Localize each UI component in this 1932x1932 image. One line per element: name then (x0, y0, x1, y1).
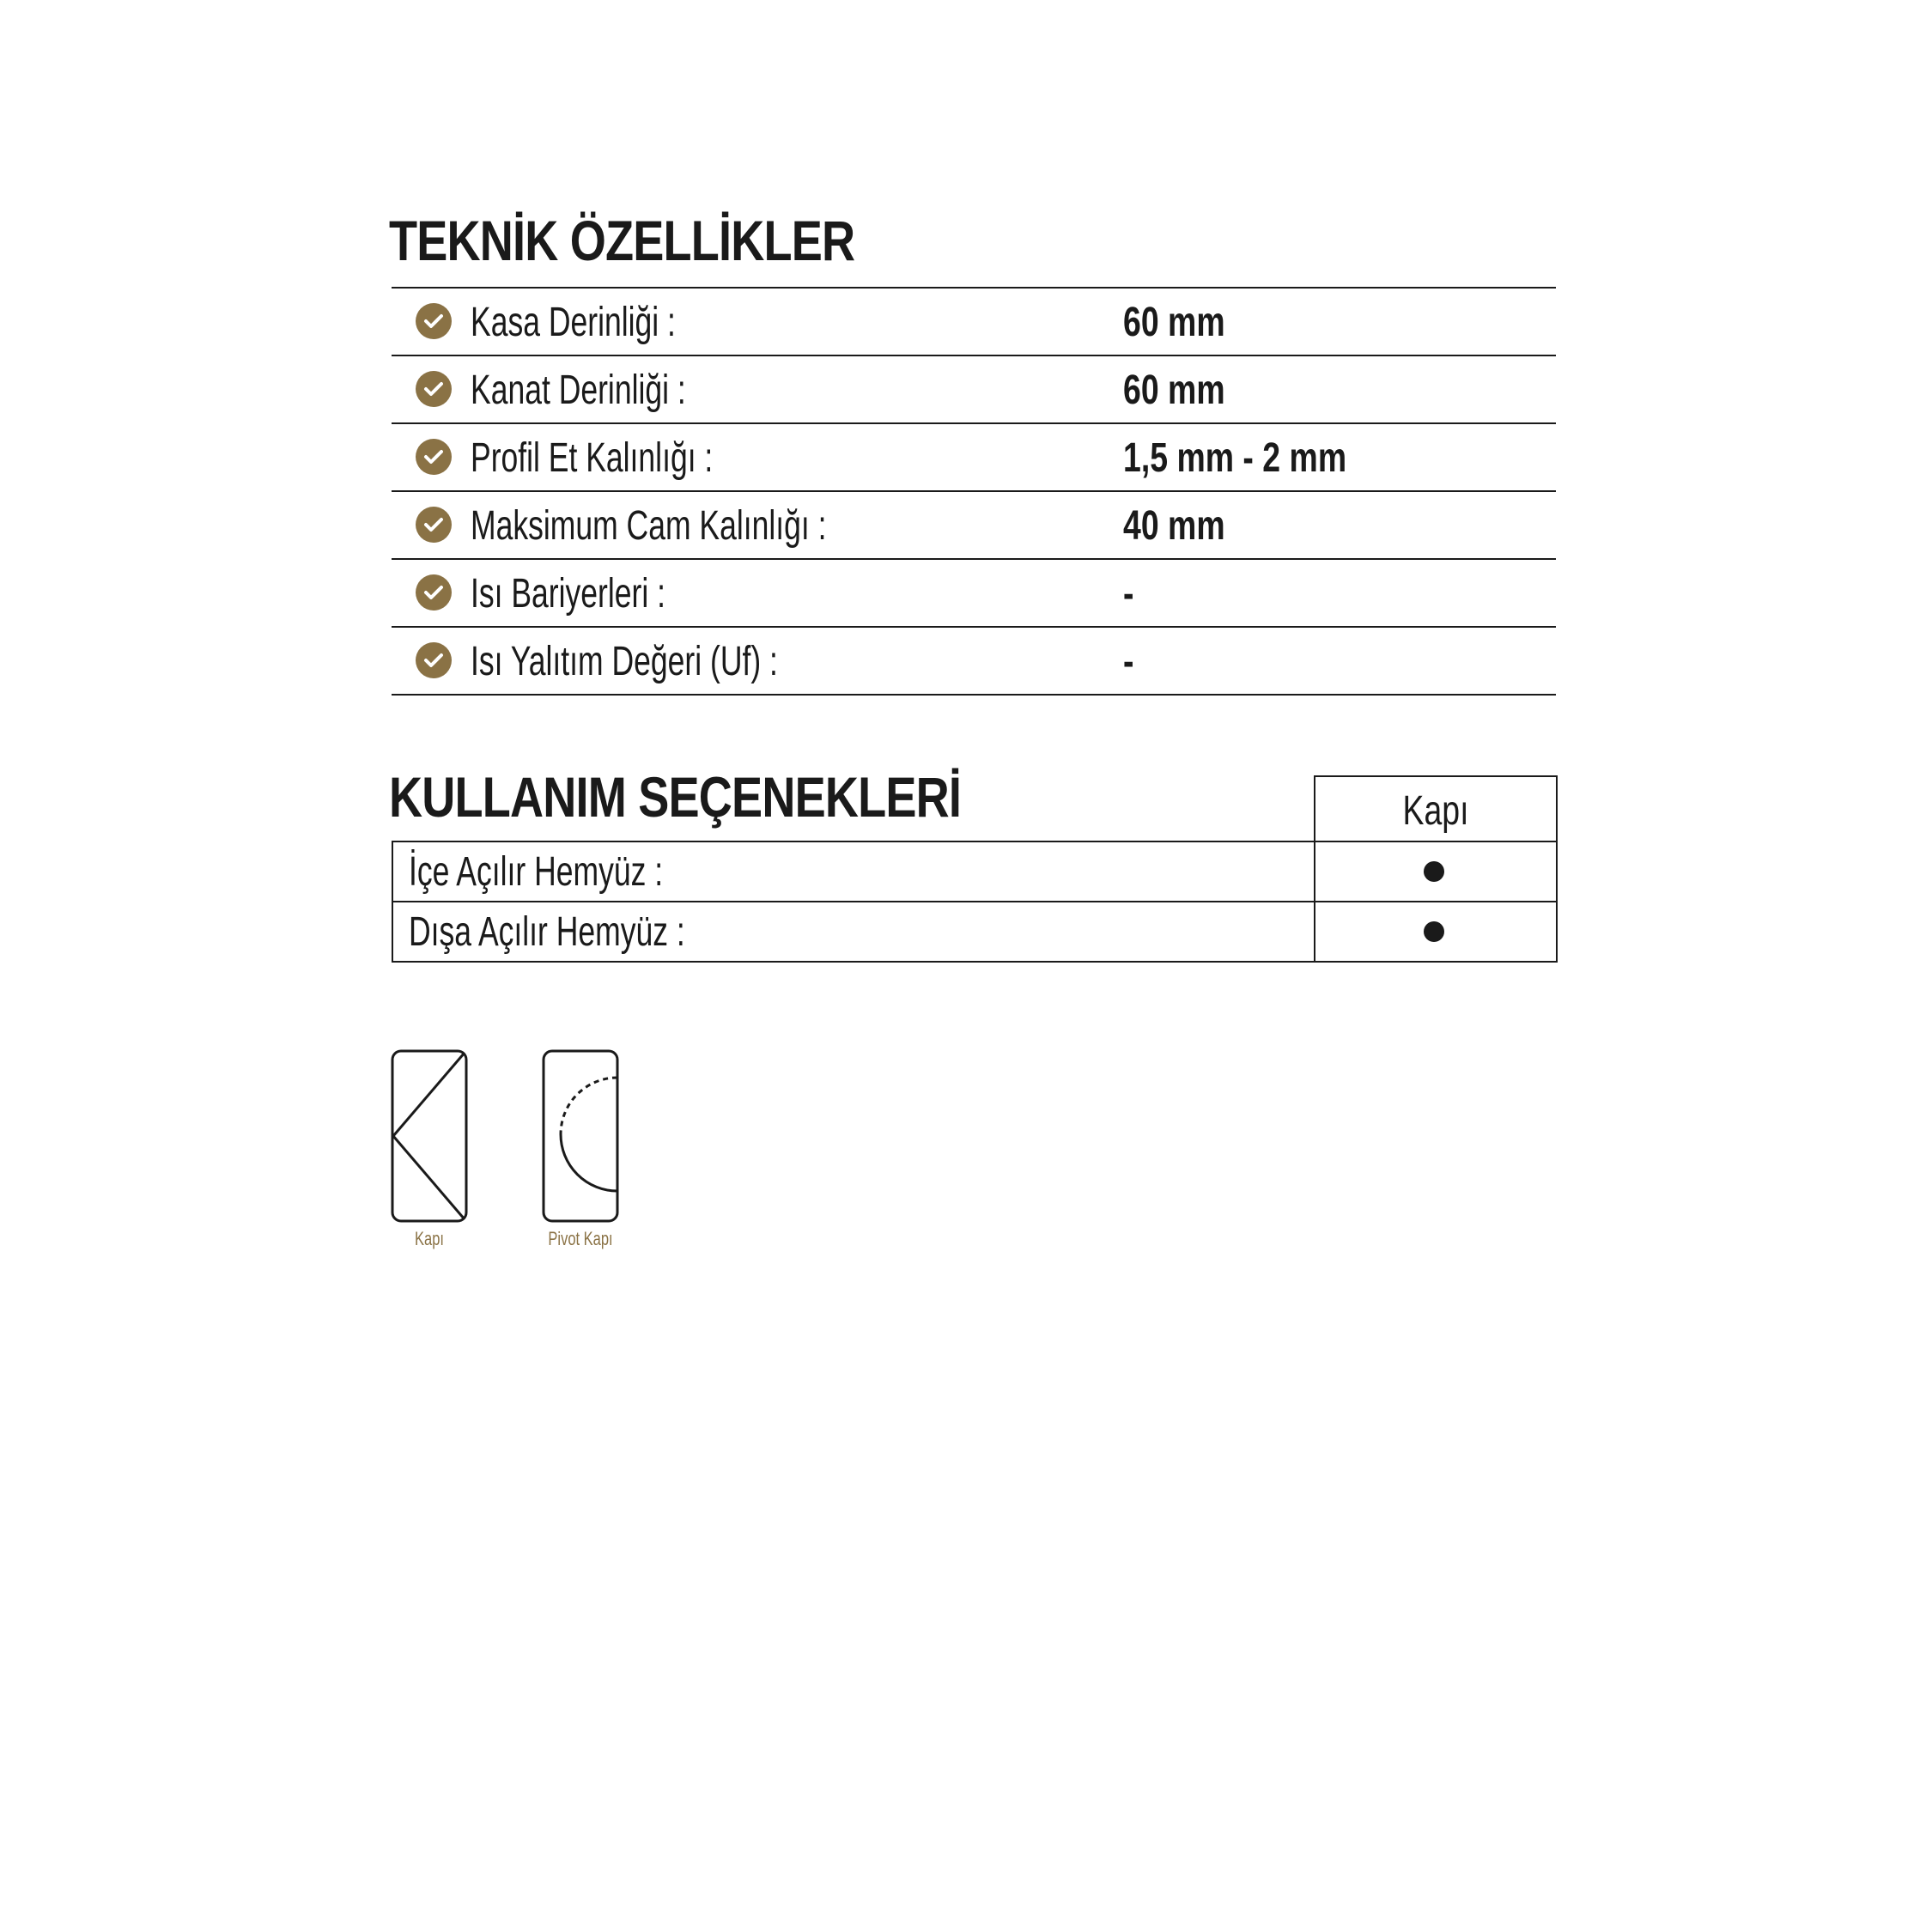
column-divider (1314, 902, 1315, 961)
spec-value: 60 mm (1123, 300, 1225, 345)
check-circle-icon (416, 371, 452, 407)
spec-value: - (1123, 571, 1134, 617)
spec-row (392, 424, 1556, 492)
available-dot-icon (1424, 921, 1444, 942)
pivot-door-icon (542, 1049, 619, 1223)
spec-label: Isı Yalıtım Değeri (Uf) : (471, 639, 778, 684)
check-circle-icon (416, 439, 452, 475)
usage-column-header (1314, 775, 1558, 842)
door-type-label: Pivot Kapı (548, 1228, 613, 1249)
usage-label: İçe Açılır Hemyüz : (409, 849, 664, 895)
spec-row (392, 560, 1556, 628)
spec-label: Profil Et Kalınlığı : (471, 435, 714, 481)
check-circle-icon (416, 642, 452, 678)
spec-value: - (1123, 639, 1134, 684)
spec-label: Kasa Derinliği : (471, 300, 676, 345)
door-icon (391, 1049, 468, 1223)
door-type-pivot-kapi (533, 1049, 628, 1250)
spec-row (392, 356, 1556, 424)
usage-column-header-label: Kapı (1402, 788, 1469, 834)
spec-row (392, 492, 1556, 560)
spec-value: 60 mm (1123, 368, 1225, 413)
check-circle-icon (416, 303, 452, 339)
spec-label: Isı Bariyerleri : (471, 571, 665, 617)
spec-row (392, 628, 1556, 696)
spec-value: 1,5 mm - 2 mm (1123, 435, 1347, 481)
door-type-label: Kapı (415, 1228, 444, 1249)
usage-options-table (392, 841, 1558, 963)
technical-specs-table (392, 287, 1556, 696)
usage-label: Dışa Açılır Hemyüz : (409, 909, 685, 955)
spec-value: 40 mm (1123, 503, 1225, 549)
door-type-kapi (382, 1049, 477, 1250)
check-circle-icon (416, 574, 452, 611)
usage-row (393, 901, 1556, 961)
spec-label: Maksimum Cam Kalınlığı : (471, 503, 827, 549)
usage-options-title: KULLANIM SEÇENEKLERİ (389, 765, 962, 829)
column-divider (1314, 842, 1315, 901)
spec-row (392, 289, 1556, 356)
usage-row (393, 842, 1556, 901)
check-circle-icon (416, 507, 452, 543)
available-dot-icon (1424, 861, 1444, 882)
technical-specs-title: TEKNİK ÖZELLİKLER (389, 209, 855, 272)
spec-label: Kanat Derinliği : (471, 368, 686, 413)
